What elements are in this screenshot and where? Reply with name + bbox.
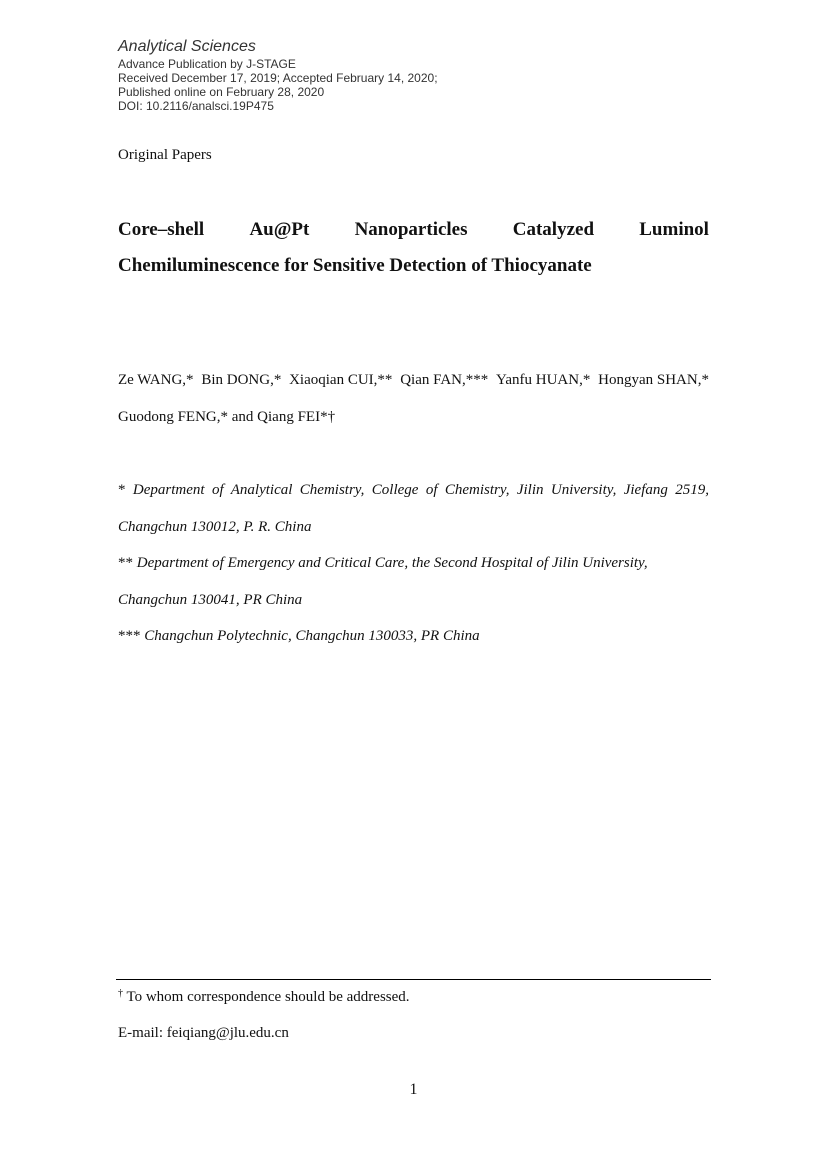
affiliation-text: Department of Emergency and Critical Care, the Second Hospital of Jilin University, bbox=[136, 555, 648, 571]
journal-header bbox=[118, 37, 718, 113]
author-name: Qian FAN,*** bbox=[400, 372, 489, 388]
affiliation-mark: *** bbox=[118, 628, 141, 644]
authors-line-1 bbox=[118, 362, 709, 399]
affiliation-3-line-1 bbox=[118, 618, 709, 655]
dagger-mark: † bbox=[118, 988, 123, 999]
title-word: Nanoparticles bbox=[354, 219, 468, 240]
authors-line-2: Guodong FENG,* and Qiang FEI*† bbox=[118, 409, 336, 425]
advance-publication: Advance Publication by J-STAGE bbox=[118, 57, 296, 71]
title-word: Luminol bbox=[639, 219, 709, 240]
author-list bbox=[118, 362, 709, 436]
doi: DOI: 10.2116/analsci.19P475 bbox=[118, 99, 274, 113]
affiliation-mark: * bbox=[118, 482, 126, 498]
received-accepted-dates: Received December 17, 2019; Accepted February 14, 2020; bbox=[118, 71, 438, 85]
paper-title bbox=[118, 212, 709, 284]
affiliation-2 bbox=[118, 545, 709, 619]
title-line-1 bbox=[118, 212, 709, 248]
journal-name: Analytical Sciences bbox=[118, 38, 256, 55]
affiliation-text: Changchun Polytechnic, Changchun 130033, PR China bbox=[144, 628, 480, 644]
affiliation-3 bbox=[118, 618, 709, 655]
correspondence-footnote bbox=[118, 988, 410, 1006]
author-name: Bin DONG,* bbox=[201, 372, 282, 388]
correspondence-text: To whom correspondence should be addressed. bbox=[126, 989, 410, 1005]
title-word: Catalyzed bbox=[512, 219, 595, 240]
affiliation-2-line-2: Changchun 130041, PR China bbox=[118, 592, 303, 608]
affiliation-1-line-2: Changchun 130012, P. R. China bbox=[118, 519, 312, 535]
article-category: Original Papers bbox=[118, 147, 212, 163]
title-word: Core–shell bbox=[118, 219, 205, 240]
published-date: Published online on February 28, 2020 bbox=[118, 85, 325, 99]
affiliation-1 bbox=[118, 472, 709, 546]
author-name: Ze WANG,* bbox=[118, 372, 194, 388]
affiliation-text: Department of Analytical Chemistry, College of Chemistry, Jilin University, Jiefang 2519, bbox=[132, 482, 710, 498]
author-name: Hongyan SHAN,* bbox=[598, 372, 709, 388]
email-footnote: E-mail: feiqiang@jlu.edu.cn bbox=[118, 1025, 289, 1041]
title-word: Au@Pt bbox=[249, 219, 310, 240]
affiliation-mark: ** bbox=[118, 555, 133, 571]
title-line-2: Chemiluminescence for Sensitive Detection of Thiocyanate bbox=[118, 255, 592, 276]
footnote-divider bbox=[116, 979, 711, 980]
author-name: Yanfu HUAN,* bbox=[496, 372, 591, 388]
author-name: Xiaoqian CUI,** bbox=[289, 372, 393, 388]
affiliation-2-line-1 bbox=[118, 545, 709, 582]
affiliation-1-line-1 bbox=[118, 472, 709, 509]
page-number: 1 bbox=[409, 1081, 418, 1098]
